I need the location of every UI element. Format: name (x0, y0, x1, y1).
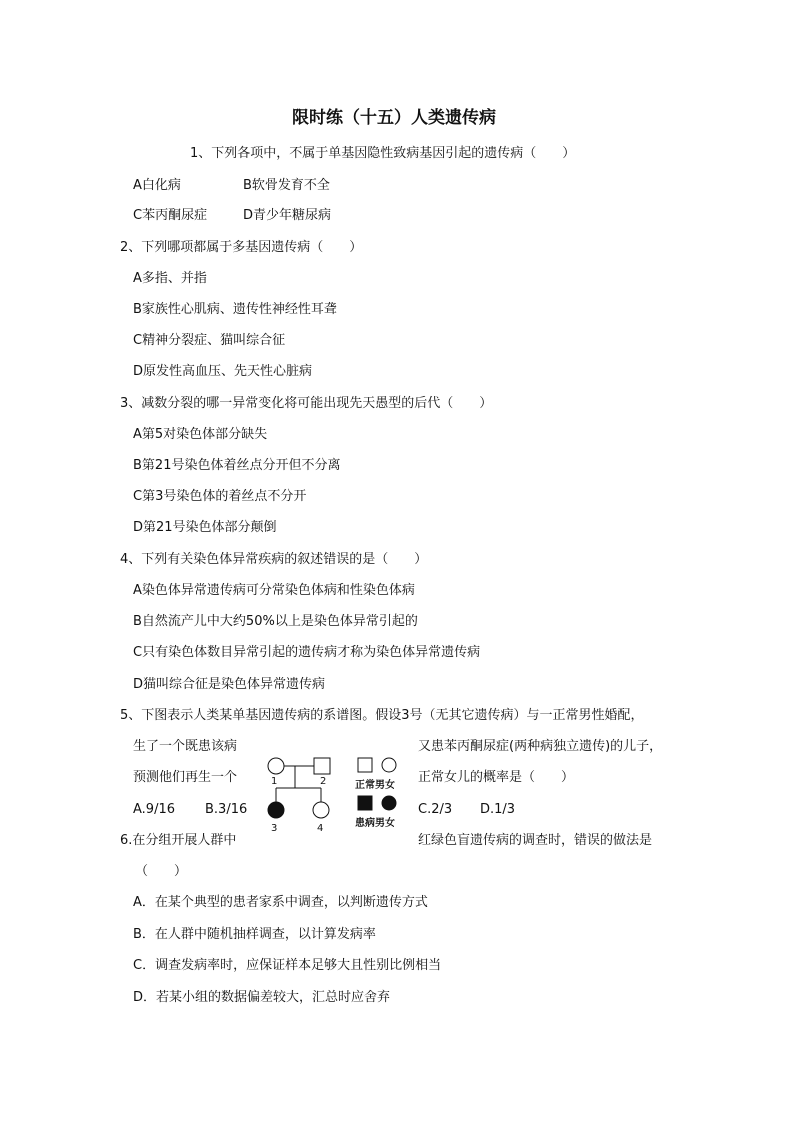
pedigree-label-4: 4 (317, 823, 324, 834)
q6-stem-line1-right: 红绿色盲遗传病的调查时，错误的做法是 (418, 833, 653, 848)
pedigree-female-3-affected (268, 802, 284, 818)
q3-option-c: C第3号染色体的着丝点不分开 (133, 489, 307, 504)
q1-option-c: C苯丙酮尿症 (133, 208, 208, 223)
q5-stem-line2-left: 生了一个既患该病 (133, 739, 238, 754)
q3-option-d: D第21号染色体部分颠倒 (133, 520, 277, 535)
q5-option-a: A.9/16 (133, 802, 175, 817)
pedigree-male-2-normal (314, 758, 330, 774)
q2-option-a: A多指、并指 (133, 271, 207, 286)
q6-option-a: A．在某个典型的患者家系中调查，以判断遗传方式 (133, 895, 428, 910)
q3-option-a: A第5对染色体部分缺失 (133, 427, 268, 442)
q5-stem-line3-right: 正常女儿的概率是（ ） (418, 770, 575, 785)
legend-affected-male-icon (358, 796, 372, 810)
q6-option-b: B．在人群中随机抽样调查，以计算发病率 (133, 927, 376, 942)
q1-option-a: A白化病 (133, 178, 181, 193)
q4-stem: 4、下列有关染色体异常疾病的叙述错误的是（ ） (120, 552, 428, 567)
legend-affected-female-icon (382, 796, 396, 810)
q6-option-d: D．若某小组的数据偏差较大，汇总时应舍弃 (133, 990, 391, 1005)
q5-option-b: B.3/16 (205, 802, 248, 817)
q5-option-c: C.2/3 (418, 802, 453, 817)
q3-option-b: B第21号染色体着丝点分开但不分离 (133, 458, 341, 473)
q2-option-d: D原发性高血压、先天性心脏病 (133, 364, 313, 379)
pedigree-label-3: 3 (271, 823, 278, 834)
q4-option-b: B自然流产儿中大约50%以上是染色体异常引起的 (133, 614, 418, 629)
q4-option-d: D猫叫综合征是染色体异常遗传病 (133, 677, 326, 692)
q1-stem: 1、下列各项中，不属于单基因隐性致病基因引起的遗传病（ ） (190, 146, 576, 161)
q5-option-d: D.1/3 (480, 802, 516, 817)
pedigree-figure (256, 752, 416, 836)
pedigree-label-2: 2 (320, 776, 327, 787)
page-title: 限时练（十五）人类遗传病 (292, 108, 496, 128)
legend-normal-label: 正常男女 (355, 780, 395, 791)
pedigree-female-1-normal (268, 758, 284, 774)
legend-affected-label: 患病男女 (355, 818, 395, 829)
q5-stem-line2-right: 又患苯丙酮尿症(两种病独立遗传)的儿子， (418, 739, 663, 754)
q5-stem-line3-left: 预测他们再生一个 (133, 770, 238, 785)
q2-stem: 2、下列哪项都属于多基因遗传病（ ） (120, 240, 363, 255)
q6-option-c: C．调查发病率时，应保证样本足够大且性别比例相当 (133, 958, 442, 973)
q4-option-a: A染色体异常遗传病可分常染色体病和性染色体病 (133, 583, 415, 598)
q1-option-d: D青少年糖尿病 (243, 208, 332, 223)
pedigree-label-1: 1 (271, 776, 278, 787)
pedigree-female-4-normal (313, 802, 329, 818)
legend-normal-female-icon (382, 758, 396, 772)
legend-normal-male-icon (358, 758, 372, 772)
q1-option-b: B软骨发育不全 (243, 178, 330, 193)
q6-stem-line1-left: 6.在分组开展人群中 (120, 833, 237, 848)
q6-stem-line2: （ ） (135, 864, 188, 879)
q4-option-c: C只有染色体数目异常引起的遗传病才称为染色体异常遗传病 (133, 645, 481, 660)
q3-stem: 3、减数分裂的哪一异常变化将可能出现先天愚型的后代（ ） (120, 396, 493, 411)
q2-option-c: C精神分裂症、猫叫综合征 (133, 333, 286, 348)
q2-option-b: B家族性心肌病、遗传性神经性耳聋 (133, 302, 337, 317)
q5-stem-line1: 5、下图表示人类某单基因遗传病的系谱图。假设3号（无其它遗传病）与一正常男性婚配， (120, 708, 644, 723)
